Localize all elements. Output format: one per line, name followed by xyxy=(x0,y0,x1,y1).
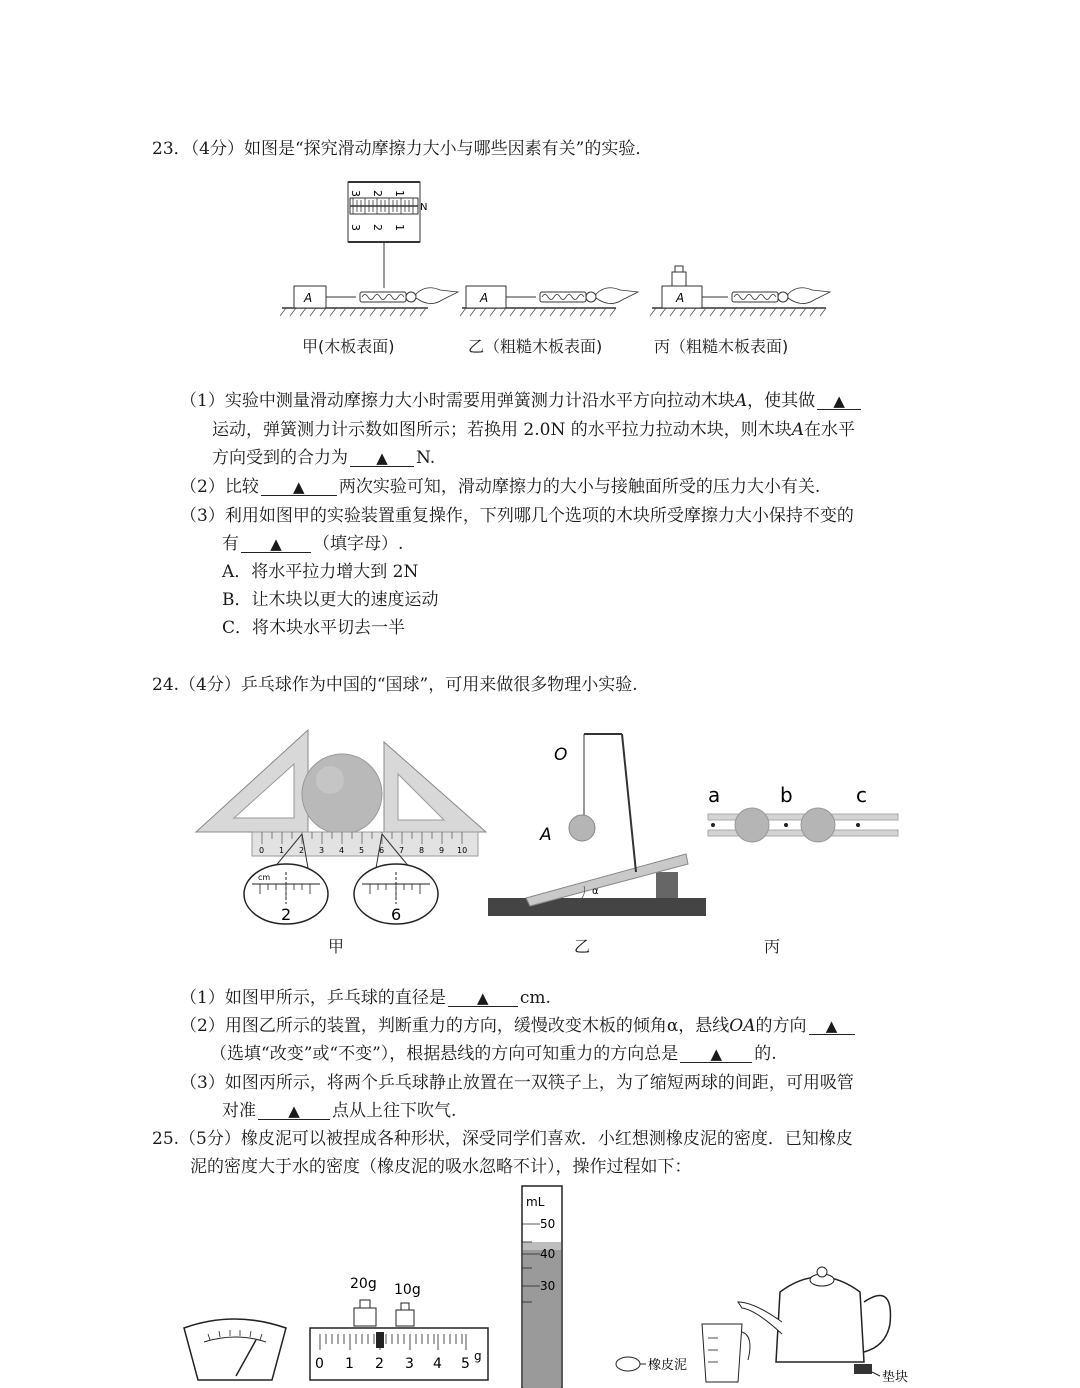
option-c: C．将木块水平切去一半 xyxy=(222,618,406,638)
text: cm. xyxy=(519,988,551,1008)
magnifier-left-value: 2 xyxy=(281,905,292,924)
var-oa: OA xyxy=(729,1016,756,1036)
q24-sub2-line1 xyxy=(180,1011,857,1036)
text: 的方向 xyxy=(755,1016,807,1036)
panel-yi xyxy=(460,286,638,316)
answer-blank[interactable] xyxy=(448,990,518,1007)
var-a: A xyxy=(791,420,804,440)
text: 点从上往下吹气. xyxy=(332,1101,457,1121)
magnifier-unit: cm xyxy=(258,873,271,882)
caption-yi: 乙 xyxy=(574,937,591,956)
q24-figure-jia xyxy=(190,722,490,932)
caption-jia: 甲(木板表面) xyxy=(302,337,395,356)
cylinder-tick: 40 xyxy=(540,1247,556,1261)
text: （填字母）. xyxy=(313,534,404,554)
answer-blank[interactable] xyxy=(241,536,311,553)
point-c: c xyxy=(856,783,867,807)
text: 运动，弹簧测力计示数如图所示；若换用 2.0N 的水平拉力拉动木块，则木块 xyxy=(212,420,792,440)
rider-tick: 1 xyxy=(345,1356,354,1372)
text: 对准 xyxy=(222,1101,256,1121)
scale-mark: 1 xyxy=(393,190,406,197)
clay-cup-teapot xyxy=(616,1267,908,1385)
ruler-tick: 1 xyxy=(279,846,285,855)
option-b: B．让木块以更大的速度运动 xyxy=(222,590,439,610)
triangle-icon: ▲ xyxy=(288,1102,300,1120)
triangle-icon: ▲ xyxy=(825,1017,838,1035)
rider-tick: 0 xyxy=(315,1356,324,1372)
weight-10g: 10g xyxy=(394,1282,421,1298)
q23-sub1-line3 xyxy=(212,443,435,468)
ruler-tick: 10 xyxy=(457,846,468,855)
q24-sub1 xyxy=(180,983,551,1008)
answer-blank[interactable] xyxy=(680,1046,752,1063)
q24-sub3-line2 xyxy=(222,1096,456,1121)
triangle-icon: ▲ xyxy=(293,478,305,496)
text: 两次实验可知，滑动摩擦力的大小与接触面所受的压力大小有关. xyxy=(338,477,821,497)
q23-sub1-line2 xyxy=(212,415,855,440)
q23-title: 23．（4分）如图是“探究滑动摩擦力大小与哪些因素有关”的实验． xyxy=(152,139,653,159)
var-a: A xyxy=(734,391,748,411)
caption-jia: 甲 xyxy=(328,937,345,956)
q23-sub1-line1 xyxy=(180,386,863,411)
triangle-icon: ▲ xyxy=(477,989,489,1007)
ruler-tick: 9 xyxy=(439,846,445,855)
ruler-tick: 7 xyxy=(399,846,405,855)
scale-unit: N xyxy=(420,202,428,213)
q24-sub3-line1: （3）如图丙所示，将两个乒乓球静止放置在一双筷子上，为了缩短两球的间距，可用吸管 xyxy=(180,1073,854,1093)
weight-20g: 20g xyxy=(350,1276,377,1292)
text: N. xyxy=(416,448,436,468)
answer-blank[interactable] xyxy=(258,1103,330,1120)
q24-figure-yi xyxy=(486,722,710,922)
answer-blank[interactable] xyxy=(261,479,337,496)
magnifier-right-value: 6 xyxy=(391,905,402,924)
caption-yi: 乙（粗糙木板表面) xyxy=(468,337,603,356)
rider-tick: 5 xyxy=(461,1356,470,1372)
graduated-cylinder xyxy=(522,1186,562,1388)
pad-label: 垫块 xyxy=(882,1370,909,1385)
triangle-icon: ▲ xyxy=(270,535,282,553)
pendulum-point-o: O xyxy=(554,745,568,765)
ruler-tick: 3 xyxy=(319,846,325,855)
triangle-icon: ▲ xyxy=(833,392,845,410)
block-a-label: A xyxy=(480,291,489,305)
answer-blank[interactable] xyxy=(350,450,414,467)
text: 方向受到的合力为 xyxy=(212,448,348,468)
rider-tick: 3 xyxy=(405,1356,414,1372)
point-a: a xyxy=(708,783,721,807)
q23-sub2 xyxy=(180,472,820,497)
cylinder-unit: mL xyxy=(526,1195,545,1209)
block-a-label: A xyxy=(676,291,685,305)
triangle-icon: ▲ xyxy=(710,1045,723,1063)
scale-mark: 2 xyxy=(371,190,384,197)
rider-unit: g xyxy=(474,1349,482,1363)
answer-blank[interactable] xyxy=(817,393,861,410)
ruler-tick: 4 xyxy=(339,846,345,855)
text: （选填“改变”或“不变”），根据悬线的方向可知重力的方向总是 xyxy=(210,1044,679,1064)
angle-alpha: α xyxy=(592,886,599,897)
triangle-icon: ▲ xyxy=(376,449,388,467)
scale-mark: 2 xyxy=(371,224,384,231)
caption-bing: 丙 xyxy=(764,937,781,956)
rider-tick: 2 xyxy=(375,1356,384,1372)
balance-dial xyxy=(184,1319,286,1380)
caption-bing: 丙（粗糙木板表面) xyxy=(654,337,789,356)
q25-figure xyxy=(170,1182,930,1388)
ruler-tick: 5 xyxy=(359,846,365,855)
text: 有 xyxy=(222,534,239,554)
pendulum-point-a: A xyxy=(540,825,552,845)
clay-label: 橡皮泥 xyxy=(648,1358,688,1373)
cylinder-tick: 30 xyxy=(540,1279,556,1293)
ruler-tick: 6 xyxy=(379,846,385,855)
vertical-spring-scale xyxy=(348,182,427,288)
weights-and-beam xyxy=(310,1276,488,1380)
text: （2）比较 xyxy=(180,477,259,497)
text: ，使其做 xyxy=(747,391,816,411)
scale-mark: 1 xyxy=(393,224,406,231)
scale-mark: 3 xyxy=(349,190,362,197)
block-a-label: A xyxy=(304,291,313,305)
q25-line1: 25.（5分）橡皮泥可以被捏成各种形状，深受同学们喜欢．小红想测橡皮泥的密度．已知橡皮 xyxy=(152,1129,853,1149)
option-a: A．将水平拉力增大到 2N xyxy=(222,562,419,582)
panel-bing xyxy=(650,266,830,316)
point-b: b xyxy=(780,783,793,807)
q23-sub3-line2 xyxy=(222,529,403,554)
rider-tick: 4 xyxy=(433,1356,442,1372)
q23-figure xyxy=(280,176,840,326)
text: （1）实验中测量滑动摩擦力大小时需要用弹簧测力计沿水平方向拉动木块 xyxy=(180,391,735,411)
answer-blank[interactable] xyxy=(809,1018,855,1035)
panel-jia xyxy=(280,286,458,316)
ruler-tick: 0 xyxy=(259,846,265,855)
text: 的. xyxy=(754,1044,777,1064)
q24-figure-bing xyxy=(702,780,902,860)
cylinder-tick: 50 xyxy=(540,1217,556,1231)
q25-line2: 泥的密度大于水的密度（橡皮泥的吸水忽略不计），操作过程如下： xyxy=(190,1157,692,1177)
q24-title: 24.（4分）乒乓球作为中国的“国球”，可用来做很多物理小实验. xyxy=(152,675,638,695)
text: 在水平 xyxy=(804,420,855,440)
ruler-tick: 8 xyxy=(419,846,425,855)
text: （1）如图甲所示，乒乓球的直径是 xyxy=(180,988,446,1008)
scale-mark: 3 xyxy=(349,224,362,231)
q24-sub2-line2 xyxy=(210,1039,777,1064)
ruler-tick: 2 xyxy=(299,846,305,855)
text: （2）用图乙所示的装置，判断重力的方向，缓慢改变木板的倾角α，悬线 xyxy=(180,1016,730,1036)
q23-sub3-line1: （3）利用如图甲的实验装置重复操作，下列哪几个选项的木块所受摩擦力大小保持不变的 xyxy=(180,506,854,526)
